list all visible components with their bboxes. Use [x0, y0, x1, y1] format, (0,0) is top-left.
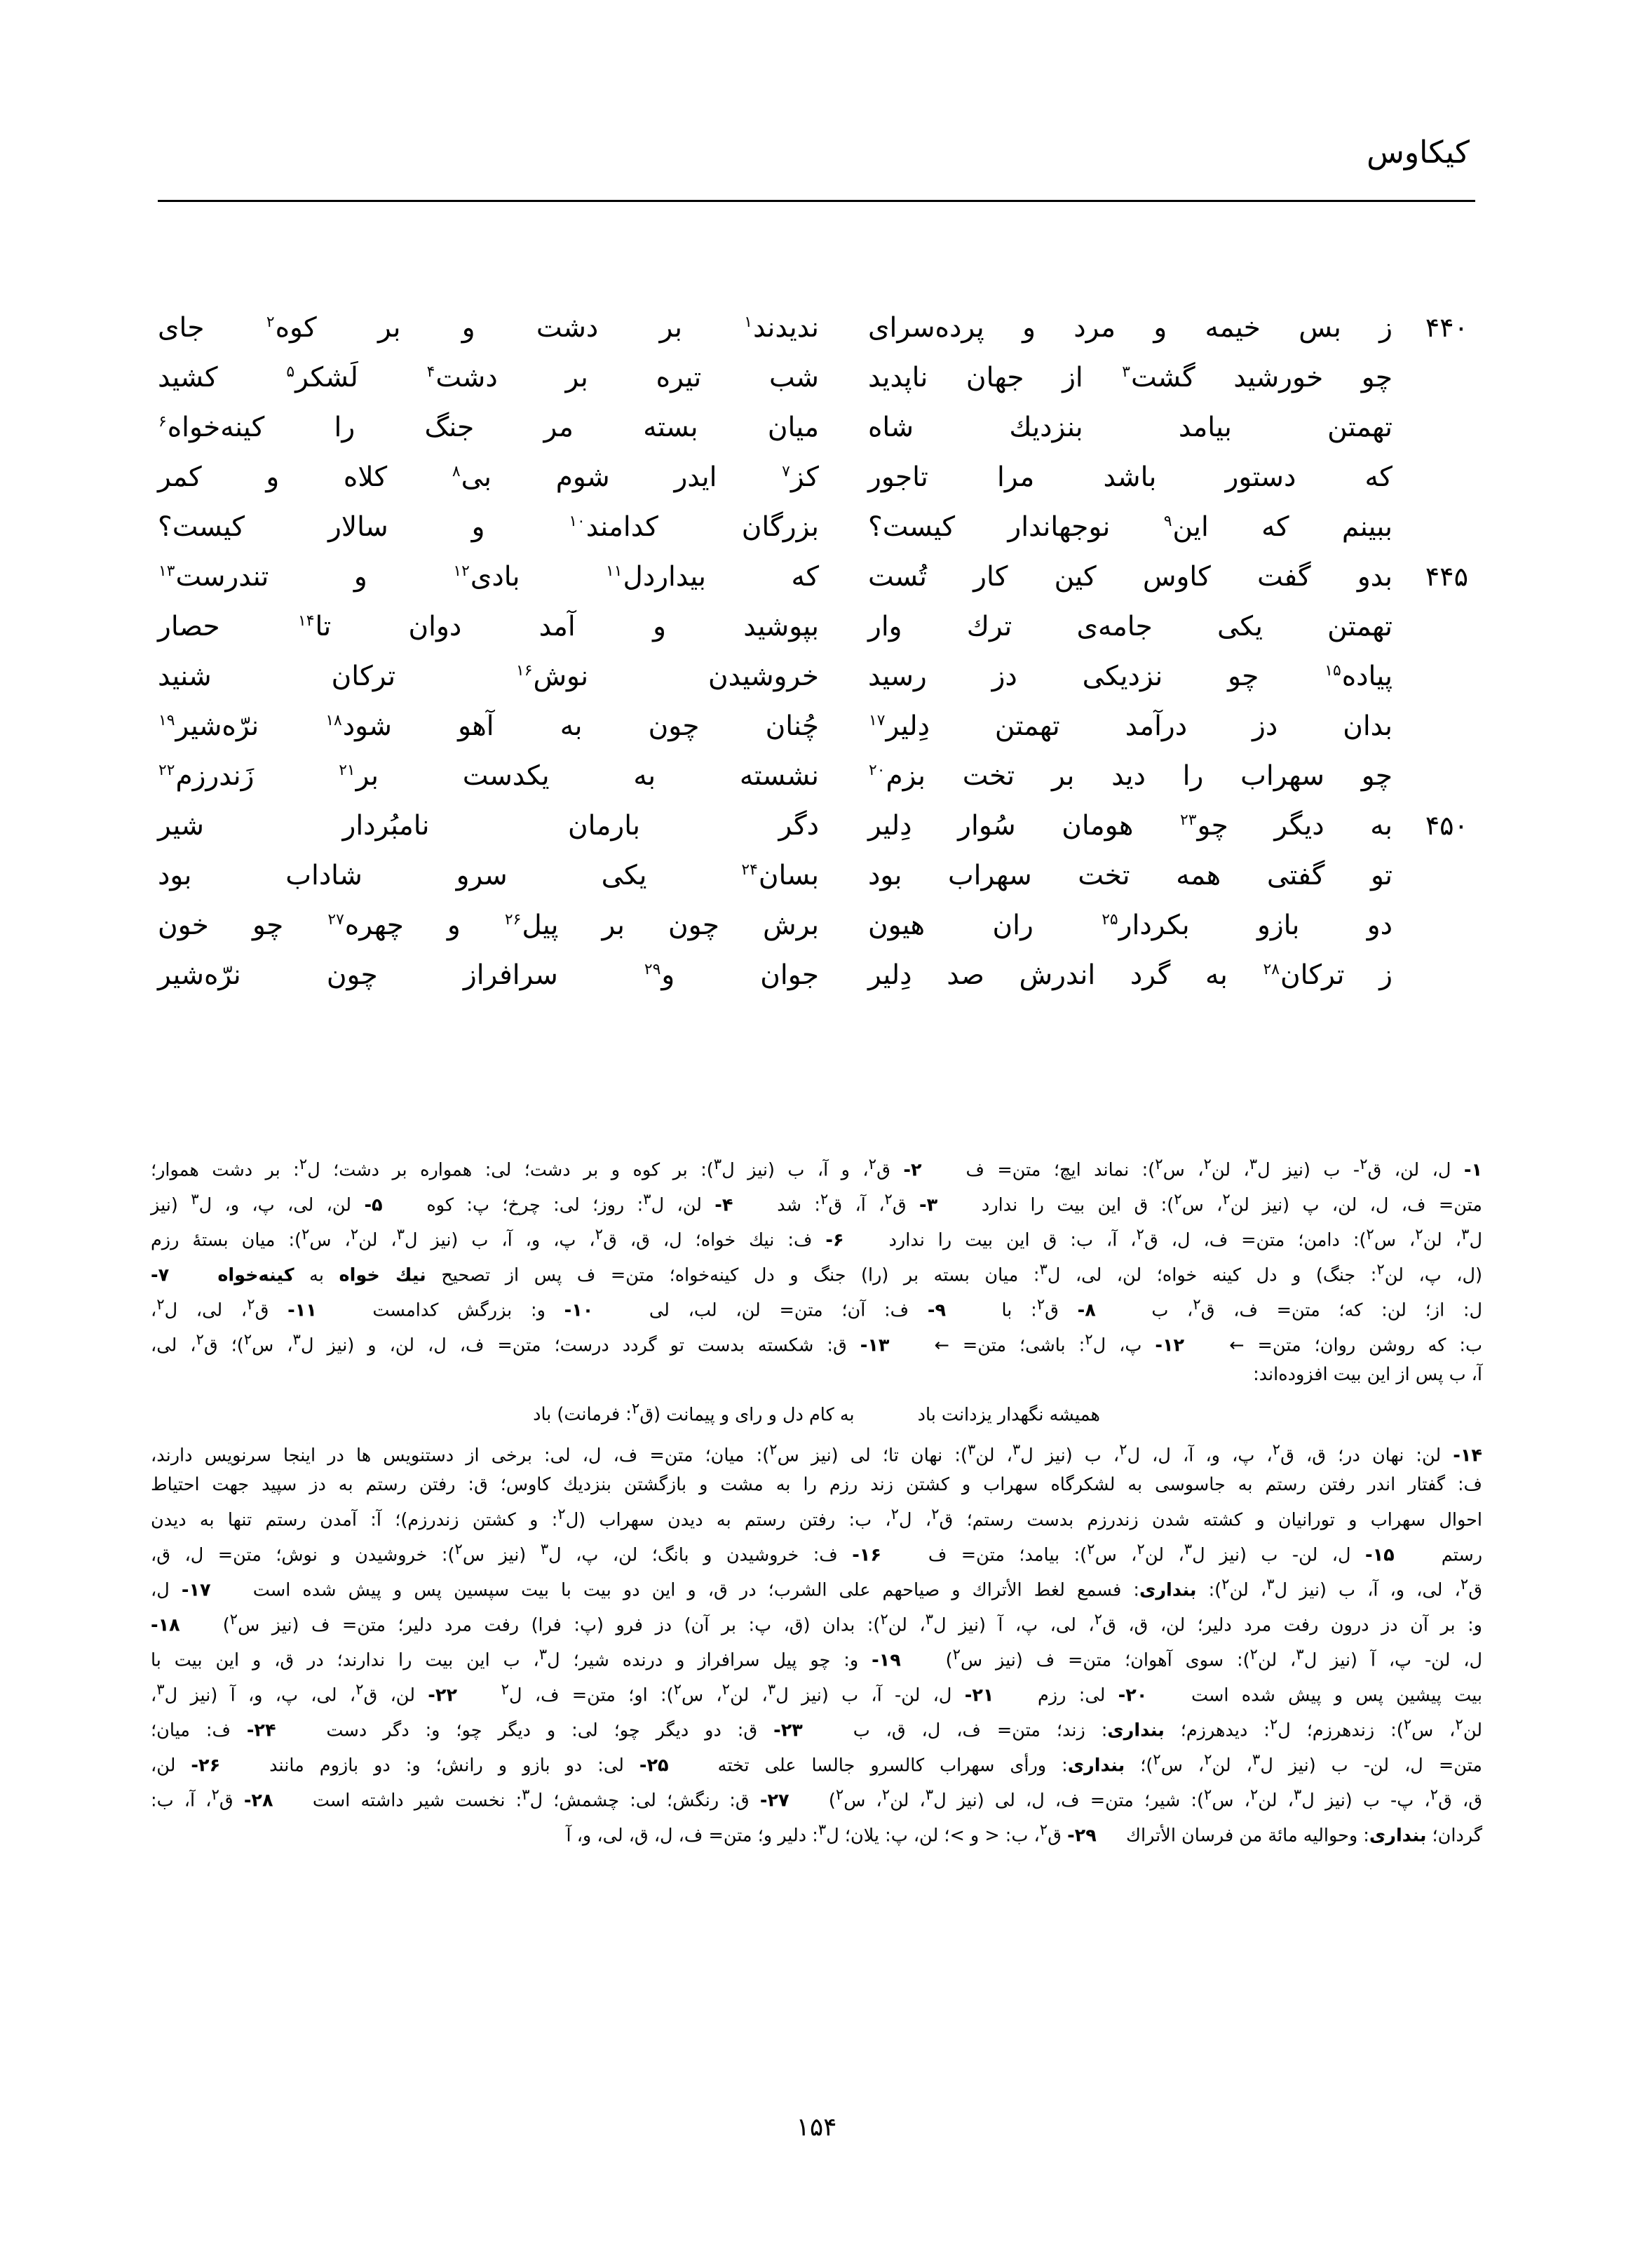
- apparatus-line: گردان؛ بنداری: وحوالیه مائة من فرسان الأتراك ۲۹- ق$^۲$، ب: < و >؛ لن، پ: یلان؛ ل$^۳$: دلیر و؛ متن= ف، ل، ق، لی، و، آ: [566, 1821, 1482, 1846]
- verse-row: [158, 701, 1475, 751]
- hemistich-first: دو بازو بکردار$^{۲۵}$ ران هیون: [868, 910, 1393, 941]
- hemistich-first: پیاده$^{۱۵}$ چو نزدیکی دز رسید: [868, 661, 1393, 692]
- hemistich-first: تهمتن بیامد بنزدیك شاه: [868, 412, 1393, 443]
- apparatus-line: ل: از؛ لن: که؛ متن= ف، ق$^۲$، ب ۸- ق$^۲$: با ۹- ف: آن؛ متن= لن، لب، لی ۱۰- و: بزرگش کدامست ۱۱- ق$^۲$، لی، ل$^۲$،: [151, 1296, 1483, 1321]
- hemistich-second: دگر بارمان نامبُردار شیر: [158, 810, 819, 842]
- header-rule: [158, 200, 1475, 202]
- apparatus-line: ۱۴- لن: نهان در؛ ق، ق$^۲$، پ، و، آ، ل، ل$^۲$، ب (نیز ل$^۳$، لن$^۳$): نهان تا؛ لی (نیز س$^۲$): میان؛ متن= ف، ل، لی: برخی از دستنویس ها در اینجا سرنویس دارند،: [151, 1441, 1482, 1466]
- hemistich-first: ز بس خیمه و مرد و پرده‌سرای: [868, 312, 1393, 344]
- hemistich-first: که دستور باشد مرا تاجور: [868, 461, 1393, 493]
- hemistich-first: بدان دز درآمد تهمتن دِلیر$^{۱۷}$: [869, 710, 1393, 742]
- hemistich-second: نشسته به یکدست بر$^{۲۱}$ زَندرزم$^{۲۲}$: [158, 760, 819, 792]
- apparatus-line: متن= ل، لن- ب (نیز ل$^۳$، لن$^۲$، س$^۲$)؛ بنداری: ورأی سهراب کالسرو جالسا علی تخته ۲۵- لی: دو بازو و رانش؛ و: دو بازوم مانند ۲۶- لن،: [151, 1750, 1482, 1776]
- apparatus-line: ب: که روشن روان؛ متن= ← ۱۲- پ، ل$^۲$: باشی؛ متن= ← ۱۳- ق: شکسته بدست تو گردد درست؛ متن= ف، ل، لن، و (نیز ل$^۳$، س$^۲$)؛ ق$^۲$، لی،: [151, 1331, 1482, 1356]
- apparatus-line: ل، لن- پ، آ (نیز ل$^۳$، لن$^۲$): سوی آهوان؛ متن= ف (نیز س$^۲$) ۱۹- و: چو پیل سرافراز و درنده شیر؛ ل$^۳$، ب این بیت را ندارند؛ در ق، و این بیت با: [151, 1645, 1482, 1670]
- hemistich-second: شب تیره بر دشت$^۴$ لَشکر$^۵$ کشید: [158, 362, 819, 393]
- hemistich-first: بدو گفت کاوس کین کار تُست: [868, 561, 1393, 593]
- running-head-title: کیکاوس: [1367, 135, 1470, 170]
- hemistich-second: بزرگان کدامند$^{۱۰}$ و سالار کیست؟: [158, 511, 819, 543]
- apparatus-line: ف: گفتار اندر رفتن رستم به جاسوسی به لشکرگاه سهراب و کشتن زند رزم را به مشت و بازگشتن بنزدیك کاوس؛ ق: رفتن رستم به دز سپید جهت احتیاط: [151, 1474, 1482, 1495]
- verse-row: [158, 652, 1475, 701]
- inserted-verse: [151, 1394, 1482, 1431]
- apparatus-line: ل$^۳$، لن$^۲$، س$^۲$): دامن؛ متن= ف، ل، ق$^۲$، آ، ب: ق این بیت را ندارد ۶- ف: نیك خواه؛ ل، ق، ق$^۲$، پ، و، آ، ب (نیز ل$^۳$، لن$^۲$، س$^۲$): میان بستهٔ رزم: [151, 1226, 1482, 1251]
- inserted-verse-hemistich-a: همیشه نگهدار یزدانت باد: [917, 1404, 1100, 1425]
- verse-block: [158, 303, 1475, 1000]
- verse-number: ۴۵۰: [1425, 810, 1468, 841]
- hemistich-first: تو گفتی همه تخت سهراب بود: [868, 860, 1393, 891]
- verse-row: [158, 552, 1475, 602]
- verse-row: [158, 353, 1475, 403]
- apparatus-line: لن$^۲$، س$^۲$): زندهرزم؛ ل$^۲$: دیدهرزم؛ بنداری: زند؛ متن= ف، ل، ق، ب ۲۳- ق: دو دیگر چو؛ لی: و دیگر چو؛ و: دگر دست ۲۴- ف: میان؛: [151, 1715, 1483, 1741]
- hemistich-second: میان بسته مر جنگ را کینه‌خواه$^۶$: [158, 412, 819, 443]
- apparatus-line: ق، ق$^۲$، پ- ب (نیز ل$^۳$، لن$^۲$، س$^۲$): شیر؛ متن= ف، ل، لی (نیز ل$^۳$، لن$^۲$، س$^۲$) ۲۷- ق: رنگش؛ لی: چشمش؛ ل$^۳$: نخست شیر داشته است ۲۸- ق$^۲$، آ، ب:: [151, 1786, 1483, 1811]
- apparatus-line: بیت پیشین پس و پیش شده است ۲۰- لی: رزم ۲۱- ل، لن- آ، ب (نیز ل$^۳$، لن$^۲$، س$^۲$): او؛ متن= ف، ل$^۲$ ۲۲- لن، ق$^۲$، لی، پ، و، آ (نیز ل$^۳$،: [151, 1680, 1483, 1706]
- verse-row: [158, 452, 1475, 502]
- folio-number: ۱۵۴: [796, 2113, 837, 2142]
- hemistich-second: چُنان چون به آهو شود$^{۱۸}$ نرّه‌شیر$^{۱۹}$: [158, 710, 819, 742]
- verse-number: ۴۴۰: [1425, 312, 1468, 343]
- apparatus-line: آ، ب پس از این بیت افزوده‌اند:: [1253, 1364, 1482, 1385]
- hemistich-first: تهمتن یکی جامه‌ی ترك وار: [868, 611, 1393, 642]
- apparatus-line: ق$^۲$، لی، و، آ، ب (نیز ل$^۳$، لن$^۲$): بنداری: فسمع لغط الأتراك و صیاحهم علی الشرب؛ در ق، و این دو بیت با بیت سپسین پس و پیش شده است ۱۷- ل،: [151, 1575, 1482, 1600]
- hemistich-first: ببینم که این$^۹$ نوجهاندار کیست؟: [868, 511, 1393, 543]
- apparatus-line: ۱- ل، لن، ق$^۲$- ب (نیز ل$^۳$، لن$^۲$، س$^۲$): نماند ایچ؛ متن= ف ۲- ق$^۲$، و آ، ب (نیز ل$^۳$): بر کوه و بر دشت؛ لی: همواره بر دشت؛ ل$^۲$: بر دشت هموار؛: [151, 1156, 1483, 1181]
- hemistich-first: چو سهراب را دید بر تخت بزم$^{۲۰}$: [869, 760, 1393, 792]
- apparatus-line: (ل، پ، لن$^۲$: جنگ) و دل کینه خواه؛ لن، لی، ل$^۳$: میان بسته بر (را) جنگ و دل کینه‌خواه؛ متن= ف پس از تصحیح نیك خواه به کینه‌خواه ۷-: [151, 1261, 1483, 1286]
- hemistich-second: ندیدند$^۱$ بر دشت و بر کوه$^۲$ جای: [158, 312, 819, 344]
- hemistich-second: خروشیدن نوش$^{۱۶}$ ترکان شنید: [158, 661, 819, 692]
- verse-row: [158, 403, 1475, 452]
- hemistich-first: به دیگر چو$^{۲۳}$ هومان سُوار دِلیر: [868, 810, 1393, 842]
- hemistich-second: بپوشید و آمد دوان تا$^{۱۴}$ حصار: [158, 611, 819, 642]
- hemistich-second: که بیداردل$^{۱۱}$ بادی$^{۱۲}$ و تندرست$^{۱۳}$: [158, 561, 820, 593]
- verse-row: [158, 950, 1475, 1000]
- critical-apparatus: [151, 1150, 1482, 1851]
- verse-row: [158, 502, 1475, 552]
- apparatus-line: احوال سهراب و تورانیان و کشته شدن زندرزم بدست رستم؛ ق$^۲$، ل$^۲$، ب: رفتن رستم به دیدن سهراب (ل$^۲$: و کشتن زندرزم)؛ آ: آمدن رستم تنها به دیدن: [151, 1505, 1482, 1530]
- verse-row: [158, 303, 1475, 353]
- verse-row: [158, 602, 1475, 652]
- apparatus-line: و: بر آن دز درون رفت مرد دلیر؛ لن، ق، ق$^۲$، لی، پ، آ (نیز ل$^۳$، لن$^۲$): بدان (ق، پ: بر آن) دز فرو (پ: فرا) رفت مرد دلیر؛ متن= ف (نیز س$^۲$) ۱۸-: [151, 1610, 1482, 1635]
- verse-row: [158, 801, 1475, 851]
- verse-row: [158, 751, 1475, 801]
- hemistich-second: کز$^۷$ ایدر شوم بی$^۸$ کلاه و کمر: [158, 461, 819, 493]
- hemistich-first: ز ترکان$^{۲۸}$ به گرد اندرش صد دِلیر: [868, 959, 1393, 991]
- hemistich-second: جوان و$^{۲۹}$ سرافراز چون نرّه‌شیر: [158, 959, 819, 991]
- inserted-verse-variant: (ق$^۲$: فرمانت) باد: [533, 1400, 661, 1425]
- hemistich-second: بسان$^{۲۴}$ یکی سرو شاداب بود: [158, 860, 819, 891]
- apparatus-line: متن= ف، ل، لن، پ (نیز لن$^۲$، س$^۲$): ق این بیت را ندارد ۳- ق$^۲$، آ، ق$^۲$: شد ۴- لن، ل$^۳$: روز؛ لی: چرخ؛ پ: کوه ۵- لن، لی، پ، و، ل$^۳$ (نیز: [151, 1191, 1482, 1216]
- verse-row: [158, 900, 1475, 950]
- hemistich-first: چو خورشید گشت$^۳$ از جهان ناپدید: [868, 362, 1393, 393]
- verse-row: [158, 851, 1475, 900]
- apparatus-line: رستم ۱۵- ل، لن- ب (نیز ل$^۳$، لن$^۲$، س$^۲$): بیامد؛ متن= ف ۱۶- ف: خروشیدن و بانگ؛ لن، پ، ل$^۳$ (نیز س$^۲$): خروشیدن و نوش؛ متن= ل، ق،: [151, 1540, 1483, 1565]
- verse-number: ۴۴۵: [1425, 561, 1468, 592]
- inserted-verse-hemistich-b: به کام دل و رای و پیمانت: [666, 1404, 855, 1425]
- running-head: [158, 137, 1475, 201]
- hemistich-second: برش چون بر پیل$^{۲۶}$ و چهره$^{۲۷}$ چو خون: [158, 910, 819, 941]
